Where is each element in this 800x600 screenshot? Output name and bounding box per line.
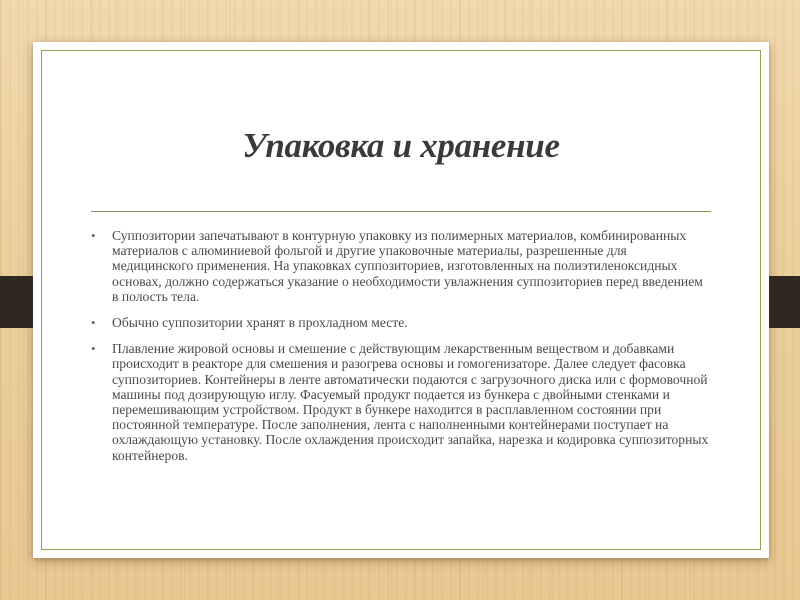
bullet-icon: •	[91, 315, 96, 331]
slide-title: Упаковка и хранение	[242, 126, 560, 165]
bullet-list	[91, 228, 711, 474]
bullet-item	[91, 315, 711, 330]
bullet-text: Плавление жировой основы и смешение с действующим лекарственным веществом и добавками происходит в реакторе для смешения и разогрева основы и гомогенизаторе. Далее следует фасовка суппозиториев. Контейнеры в ленте автоматически подаются с загрузочного диска или с формовочной машины под дозирующую иглу. Фасуемый продукт подается из бункера с двойными стенками и перемешивающим устройством. Продукт в бункере находится в расплавленном состоянии при постоянной температуре. После заполнения, лента с наполненными контейнерами поступает на охлаждающую установку. После охлаждения происходит запайка, нарезка и кодировка суппозиторных контейнеров.	[112, 341, 709, 463]
slide-canvas	[33, 42, 769, 558]
bullet-item	[91, 228, 711, 304]
bullet-icon: •	[91, 228, 96, 243]
bullet-icon: •	[91, 341, 96, 357]
bullet-text: Обычно суппозитории хранят в прохладном месте.	[112, 315, 408, 331]
bullet-item	[91, 341, 711, 463]
bullet-text: Суппозитории запечатывают в контурную упаковку из полимерных материалов, комбинированных материалов с алюминиевой фольгой и другие упаковочные материалы, разрешенные для медицинского применения. На упаковках суппозиториев, изготовленных на полиэтиленоксидных основах, должно содержаться указание о необходимости увлажнения суппозиториев перед введением в полость тела.	[112, 228, 703, 304]
title-divider	[91, 211, 711, 212]
